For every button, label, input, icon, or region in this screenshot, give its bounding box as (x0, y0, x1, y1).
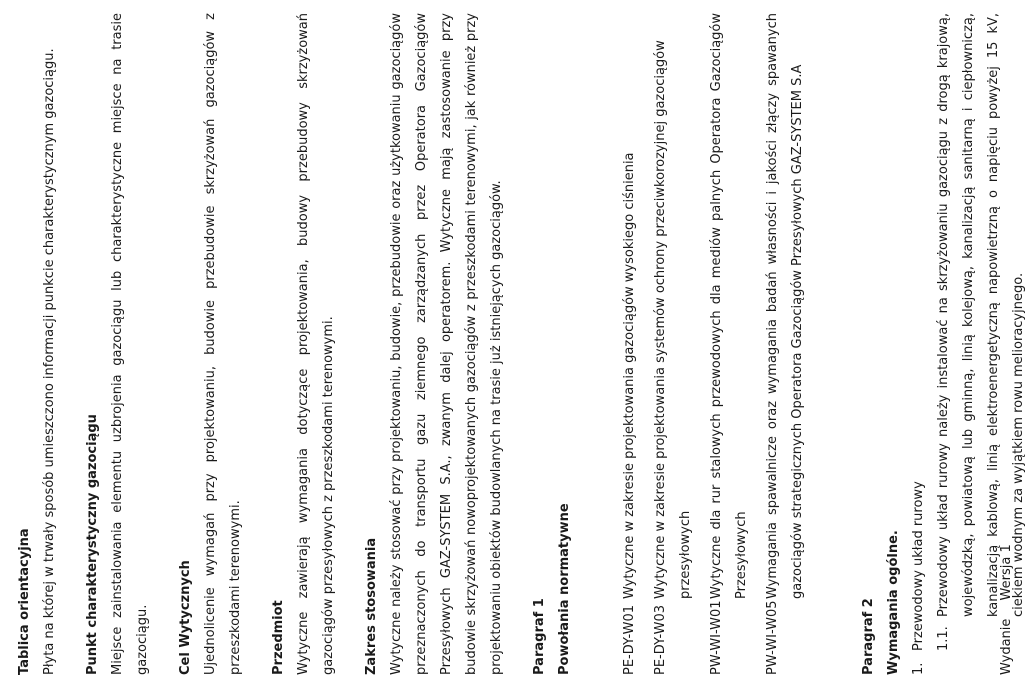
paragraph1-title: Powołania normatywne (557, 503, 572, 675)
list-item-text: Przewodowy układ rurowy (911, 481, 926, 651)
paragraph2-label: Paragraf 2 (861, 598, 876, 675)
page-footer (994, 13, 1019, 675)
reference-code: PW-WI-W01 (709, 600, 724, 675)
reference-row (704, 13, 754, 675)
section-heading-cel: Cel Wytycznych (178, 560, 193, 675)
reference-text: Wytyczne w zakresie projektowania systemów ochrony przeciwkorozyjnej gazociągów przesyłowych (653, 40, 693, 599)
reference-row (617, 13, 642, 675)
section-text-przedmiot: Wytyczne zawierają wymagania dotyczące projektowania, budowy przebudowy skrzyżowań gazociągów przesyłowych z przeszkodami terenowymi. (296, 13, 336, 675)
footer-version: Wersja 1 (999, 544, 1014, 601)
reference-text: Wytyczne dla rur stalowych przewodowych dla mediów palnych Operatora Gazociągów Przesyłowych (709, 13, 749, 599)
section-heading-punkt: Punkt charakterystyczny gazociągu (85, 414, 100, 675)
reference-code: PW-WI-W05 (765, 600, 780, 675)
reference-text: Wymagania spawalnicze oraz wymagania badań własności i jakości złączy spawanych gazociągów strategicznych Operatora Gazociągów Przesyłowych GAZ-SYSTEM S.A (765, 13, 805, 599)
paragraph2-title: Wymagania ogólne. (886, 530, 901, 675)
reference-row (648, 13, 698, 675)
section-text-zakres: Wytyczne należy stosować przy projektowaniu, budowie, przebudowie oraz użytkowaniu gazociągów przeznaczonych do transportu gazu ziemnego zarządzanych przez Operatora Gazociągów Przesyłowych GAZ-SYSTEM S.A., zwanym dalej operatorem. Wytyczne mają zastosowanie przy budowie skrzyżowań nowoprojektowanych gazociągów z przeszkodami terenowymi, jak również przy projektowaniu obiektów budowlanych na trasie już istniejących gazociągów. (389, 13, 504, 675)
section-text-punkt: Miejsce zainstalowania elementu uzbrojenia gazociągu lub charakterystyczne miejsce na trasie gazociągu. (110, 13, 150, 675)
section-heading-zakres: Zakres stosowania (364, 537, 379, 675)
list-item-number: 1. (911, 662, 926, 675)
document-body (12, 13, 1031, 675)
footer-edition: Wydanie (999, 618, 1014, 675)
reference-row (760, 13, 810, 675)
section-text-cel: Ujednolicenie wymagań przy projektowaniu, budowie przebudowie skrzyżowań gazociągów z przeszkodami terenowymi. (203, 13, 243, 675)
sub-list-item-text: Przewodowy układ rurowy należy instalować na skrzyżowaniu gazociągu z drogą krajową, wojewódzką, powiatową lub gminną, linią kolejową, kanalizacją sanitarną i ciepłowniczą, kanalizacją kablową, linią elektroenergetyczną napowietrzną o napięciu powyżej 15 kV, ciekiem wodnym za wyjątkiem rowu melioracyjnego. (936, 13, 1026, 617)
paragraph1-label: Paragraf 1 (532, 598, 547, 675)
sub-list-item-number: 1.1. (936, 626, 951, 651)
reference-text: Wytyczne w zakresie projektowania gazociągów wysokiego ciśnienia (622, 152, 637, 599)
list-item (906, 13, 931, 675)
intro-text: Płyta na której w trwały sposób umieszczono informacji punkcie charakterystycznym gazociągu. (42, 48, 57, 675)
section-heading-przedmiot: Przedmiot (271, 600, 286, 675)
section-title: Tablica orientacyjna (17, 528, 32, 675)
reference-code: PE-DY-W01 (622, 604, 637, 675)
reference-code: PE-DY-W03 (653, 604, 668, 675)
